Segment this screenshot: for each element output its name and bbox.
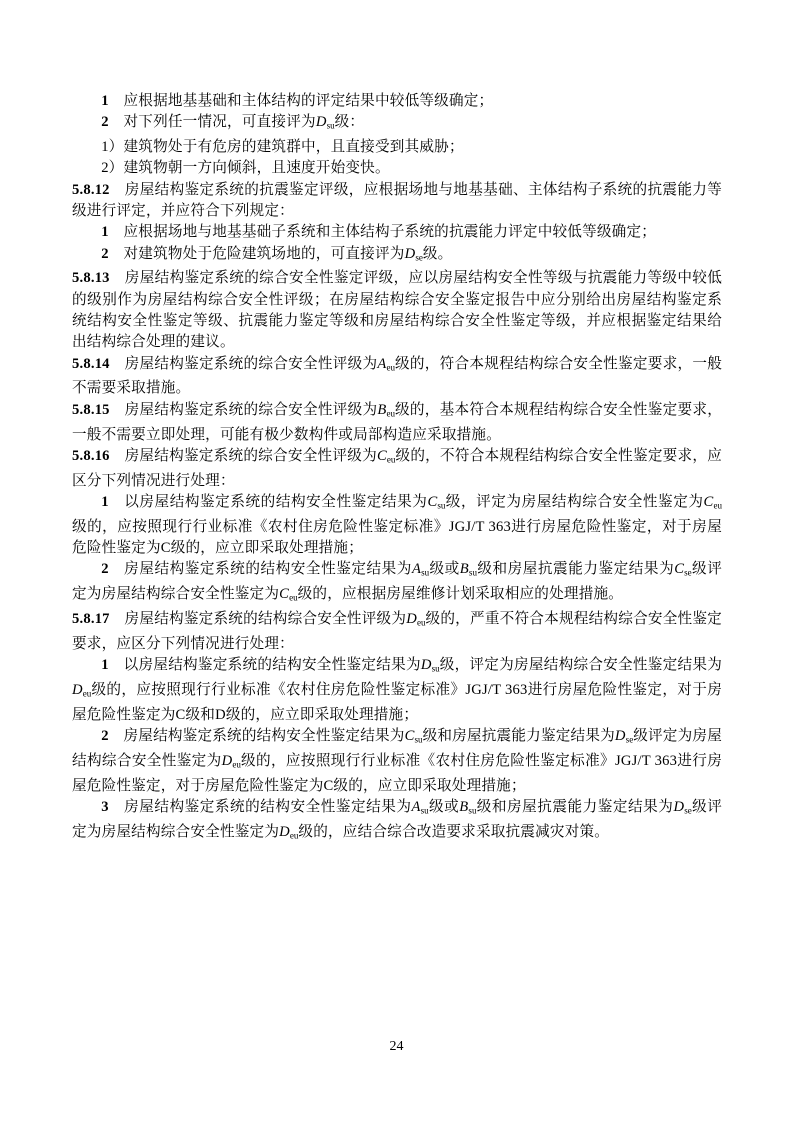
grade-subscript: eu (416, 617, 426, 628)
subitem-paragraph (72, 158, 722, 179)
grade-subscript: eu (289, 592, 298, 603)
text-run: 以房屋结构鉴定系统的结构安全性鉴定结果为 (108, 494, 428, 510)
text-run: 级和房屋抗震能力鉴定结果为 (476, 561, 675, 578)
text-run: 房屋结构鉴定系统的结构综合安全性评级为 (109, 611, 407, 628)
clause-paragraph (72, 609, 722, 655)
text-run: 级评定为房屋结构综合安全性鉴定为 (72, 561, 722, 603)
text-run: 房屋结构鉴定系统的抗震鉴定评级，应根据场地与地基基础、主体结构子系统的抗震能力等级进行评定，并应符合下列规定： (72, 181, 722, 220)
text-run: 房屋结构鉴定系统的综合安全性评级为 (109, 447, 377, 464)
text-run: 级的，不符合本规程结构综合安全性鉴定要求，应区分下列情况进行处理： (72, 447, 722, 489)
grade-subscript: su (326, 120, 335, 131)
text-run: 房屋结构鉴定系统的综合安全性鉴定评级，应以房屋结构安全性等级与抗震能力等级中较低的级别作为房屋结构综合安全性评级；在房屋结构综合安全鉴定报告中应分别给出房屋结构鉴定系统结构安全性鉴定等级、抗震能力鉴定等级和房屋结构综合安全性鉴定等级，并应根据鉴定结果给出结构综合处理的建议。 (72, 270, 722, 351)
clause-number: 1 (101, 224, 109, 241)
grade-subscript: eu (289, 830, 299, 841)
text-run: 房屋结构鉴定系统的综合安全性评级为 (109, 401, 378, 418)
grade-symbol: C (427, 494, 438, 510)
grade-symbol: C (279, 586, 290, 603)
text-run: 级。 (422, 245, 453, 262)
text-run: 房屋结构鉴定系统的综合安全性评级为 (109, 355, 378, 372)
clause-number: 2 (101, 561, 109, 578)
item-paragraph (72, 244, 722, 269)
text-run: 级的，应按照现行行业标准《农村住房危险性鉴定标准》JGJ/T 363进行房屋危险性鉴定，对于房屋危险性鉴定为C级的，应立即采取处理措施； (72, 752, 722, 794)
subitem-paragraph (72, 137, 722, 158)
document-body (72, 91, 722, 847)
clause-paragraph (72, 268, 722, 353)
grade-symbol: D (614, 728, 626, 745)
grade-symbol: B (459, 561, 469, 578)
item-paragraph (72, 492, 722, 559)
grade-subscript: eu (232, 759, 241, 770)
text-run: 级的，基本符合本规程结构综合安全性鉴定要求，一般不需要立即处理，可能有极少数构件或局部构造应采取措施。 (72, 401, 722, 443)
text-run: 级评定为房屋结构综合安全性鉴定为 (72, 799, 722, 840)
grade-subscript: su (468, 805, 477, 816)
grade-symbol: C (703, 494, 714, 510)
text-run: 应根据场地与地基基础子系统和主体结构子系统的抗震能力评定中较低等级确定； (108, 224, 657, 241)
grade-subscript: su (437, 500, 446, 511)
grade-subscript: eu (386, 362, 395, 373)
grade-subscript: se (684, 567, 692, 578)
grade-subscript: eu (713, 500, 723, 511)
text-run: 房屋结构鉴定系统的结构安全性鉴定结果为 (108, 799, 412, 816)
grade-subscript: su (431, 663, 440, 674)
grade-symbol: D (673, 799, 685, 816)
text-run: 级的，应按照现行行业标准《农村住房危险性鉴定标准》JGJ/T 363进行房屋危险性鉴定，对于房屋危险性鉴定为C级和D级的，应立即采取处理措施； (72, 682, 722, 723)
text-run: 1）建筑物处于有危房的建筑群中，且直接受到其威胁； (101, 139, 464, 156)
text-run: 2）建筑物朝一方向倾斜，且速度开始变快。 (101, 160, 390, 177)
page-number: 24 (389, 1039, 404, 1054)
grade-symbol: C (404, 728, 415, 745)
grade-subscript: eu (386, 408, 395, 419)
clause-number: 1 (101, 494, 109, 510)
clause-number: 1 (101, 93, 109, 109)
item-paragraph (72, 91, 722, 112)
grade-symbol: C (376, 447, 387, 464)
text-run: 房屋结构鉴定系统的结构安全性鉴定结果为 (108, 728, 405, 745)
clause-number: 3 (101, 799, 109, 816)
grade-symbol: D (315, 114, 327, 131)
item-paragraph (72, 797, 722, 847)
text-run: 级，评定为房屋结构综合安全性鉴定结果为 (439, 657, 722, 674)
clause-number: 2 (101, 114, 109, 131)
text-run: 级的，符合本规程结构综合安全性鉴定要求，一般不需要采取措施。 (72, 355, 722, 397)
item-paragraph (72, 112, 722, 137)
clause-paragraph (72, 446, 722, 492)
grade-symbol: A (377, 355, 387, 372)
grade-symbol: B (377, 401, 387, 418)
clause-number: 5.8.17 (72, 611, 110, 628)
text-run: 级和房屋抗震能力鉴定结果为 (476, 799, 674, 816)
text-run: 级，评定为房屋结构综合安全性鉴定为 (445, 494, 704, 510)
text-run: 级的，严重不符合本规程结构综合安全性鉴定要求，应区分下列情况进行处理： (72, 611, 722, 652)
text-run: 对建筑物处于危险建筑场地的，可直接评为 (108, 245, 405, 262)
text-run: 以房屋结构鉴定系统的结构安全性鉴定结果为 (108, 657, 421, 674)
grade-symbol: B (459, 799, 469, 816)
grade-subscript: se (625, 734, 634, 745)
clause-number: 2 (101, 245, 109, 262)
grade-symbol: A (411, 799, 421, 816)
clause-number: 2 (101, 728, 109, 745)
grade-subscript: eu (386, 454, 396, 465)
item-paragraph (72, 655, 722, 726)
item-paragraph (72, 222, 722, 243)
text-run: 级和房屋抗震能力鉴定结果为 (422, 728, 615, 745)
text-run: 级评定为房屋结构综合安全性鉴定为 (72, 728, 722, 769)
item-paragraph (72, 726, 722, 797)
grade-subscript: se (415, 252, 423, 263)
clause-paragraph (72, 180, 722, 223)
grade-subscript: eu (82, 688, 92, 699)
text-run: 对下列任一情况，可直接评为 (108, 114, 316, 131)
grade-symbol: D (420, 657, 432, 674)
text-run: 级的，应结合综合改造要求采取抗震减灾对策。 (298, 823, 610, 840)
text-run: 级或 (428, 799, 460, 816)
grade-symbol: D (221, 752, 233, 769)
grade-symbol: C (674, 561, 685, 578)
grade-subscript: su (414, 734, 423, 745)
clause-number: 5.8.13 (72, 270, 110, 287)
text-run: 级： (334, 114, 365, 131)
text-run: 级的，应按照现行行业标准《农村住房危险性鉴定标准》JGJ/T 363进行房屋危险性鉴定，对于房屋危险性鉴定为C级的，应立即采取处理措施； (72, 518, 722, 557)
text-run: 级的，应根据房屋维修计划采取相应的处理措施。 (297, 586, 624, 603)
clause-number: 5.8.14 (72, 355, 110, 372)
grade-symbol: D (406, 611, 417, 628)
clause-number: 1 (101, 657, 109, 674)
grade-subscript: su (421, 567, 430, 578)
text-run: 应根据地基基础和主体结构的评定结果中较低等级确定； (108, 93, 494, 109)
clause-paragraph (72, 400, 722, 446)
item-paragraph (72, 559, 722, 609)
grade-symbol: A (411, 561, 422, 578)
clause-number: 5.8.12 (72, 181, 110, 198)
text-run: 房屋结构鉴定系统的结构安全性鉴定结果为 (108, 561, 412, 578)
clause-paragraph (72, 354, 722, 400)
grade-subscript: su (468, 567, 477, 578)
grade-subscript: su (420, 805, 429, 816)
clause-number: 5.8.16 (72, 447, 110, 464)
grade-subscript: se (684, 805, 692, 816)
grade-symbol: D (404, 245, 416, 262)
grade-symbol: D (72, 682, 83, 699)
grade-symbol: D (279, 823, 290, 840)
text-run: 级或 (429, 561, 460, 578)
clause-number: 5.8.15 (72, 401, 110, 418)
